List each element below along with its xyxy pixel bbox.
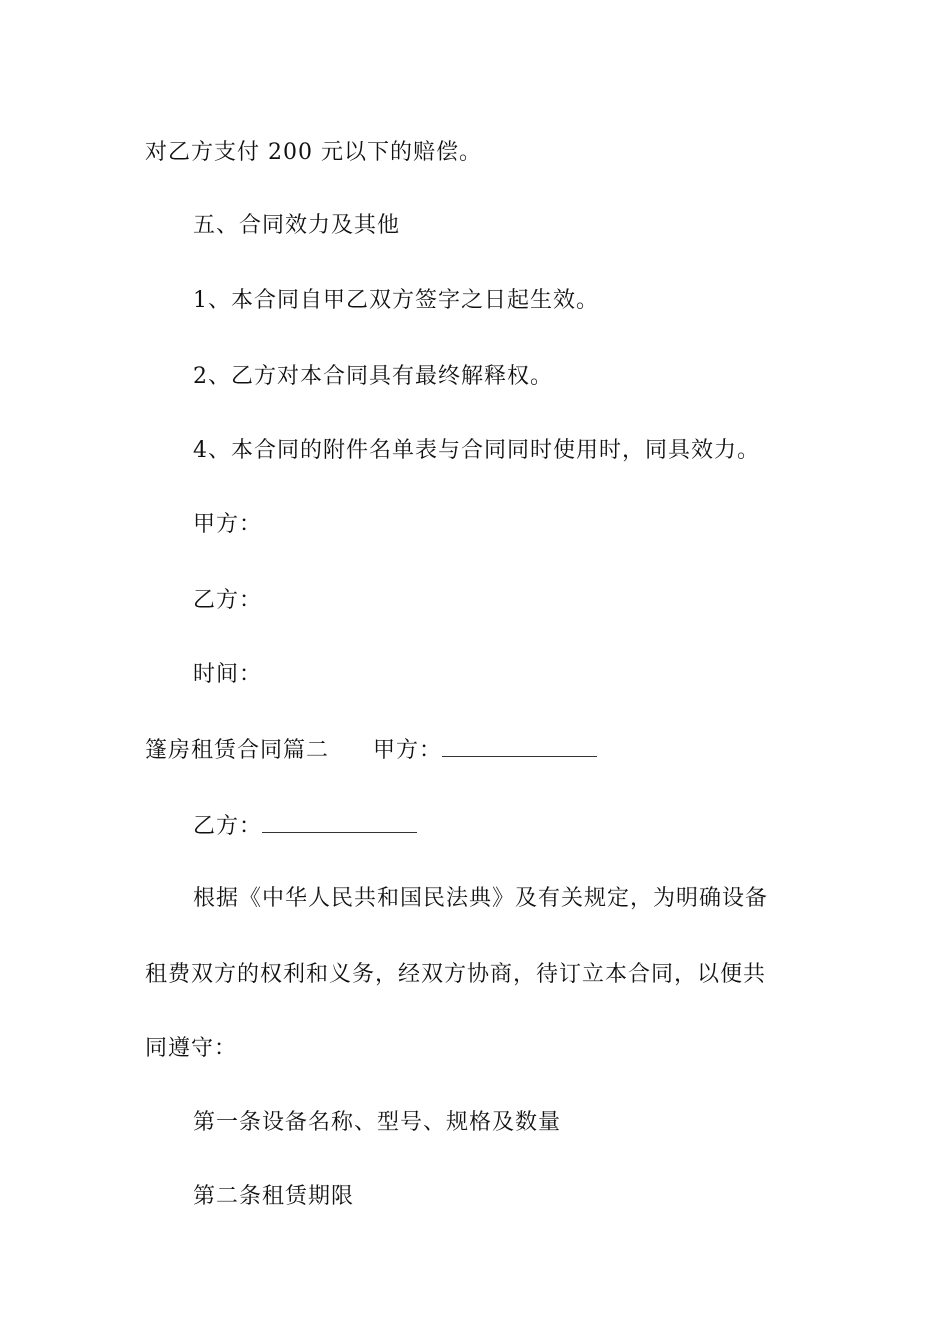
date-label: 时间：: [193, 662, 263, 687]
article-2: 第二条租赁期限: [193, 1184, 355, 1209]
section-title-line: [145, 734, 597, 766]
article-1: 第一条设备名称、型号、规格及数量: [193, 1110, 562, 1135]
party-a-label: 甲方：: [373, 738, 443, 763]
section-title: 篷房租赁合同篇二: [145, 738, 330, 763]
party-b-blank-field[interactable]: [262, 810, 417, 833]
paragraph-line-2: 租费双方的权利和义务，经双方协商，待订立本合同，以便共: [145, 962, 767, 987]
text-line-compensation: 对乙方支付 200 元以下的赔偿。: [145, 140, 482, 165]
clause-2: 2、乙方对本合同具有最终解释权。: [193, 364, 553, 389]
clause-4: 4、本合同的附件名单表与合同同时使用时，同具效力。: [193, 438, 760, 463]
party-b-line: [193, 810, 417, 842]
section-heading-validity: 五、合同效力及其他: [193, 213, 401, 238]
party-b-signature-label: 乙方：: [193, 588, 263, 613]
paragraph-line-3: 同遵守：: [145, 1036, 238, 1061]
clause-1: 1、本合同自甲乙双方签字之日起生效。: [193, 288, 599, 313]
party-a-blank-field[interactable]: [442, 734, 597, 757]
party-a-signature-label: 甲方：: [193, 512, 263, 537]
party-b-label: 乙方：: [193, 814, 263, 839]
paragraph-line-1: 根据《中华人民共和国民法典》及有关规定，为明确设备: [193, 886, 769, 911]
